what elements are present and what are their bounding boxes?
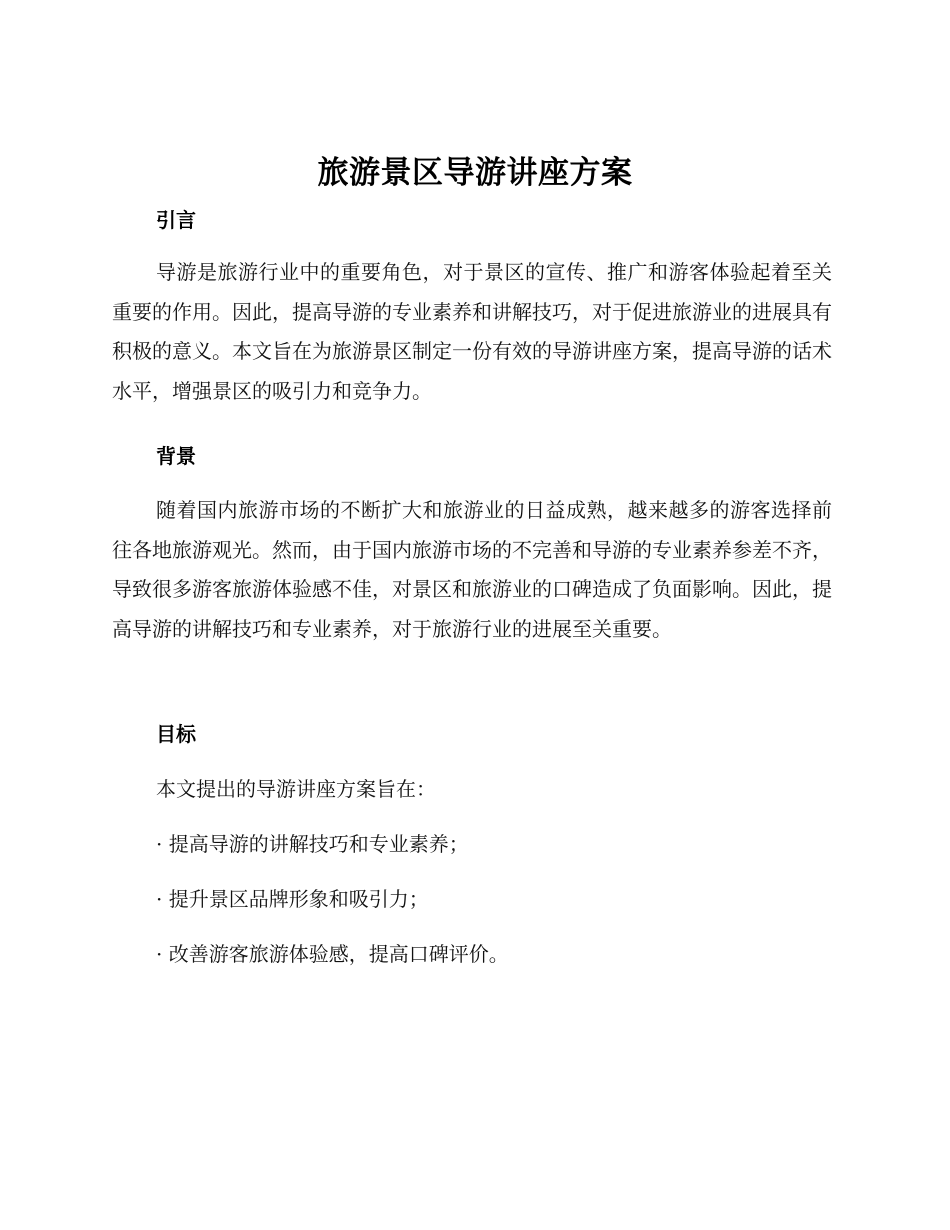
goals-list-item: · 改善游客旅游体验感，提高口碑评价。 (156, 942, 509, 966)
section-heading-intro: 引言 (156, 208, 196, 232)
document-title: 旅游景区导游讲座方案 (317, 155, 633, 191)
section-heading-goals: 目标 (156, 722, 196, 746)
section-paragraph-intro: 导游是旅游行业中的重要角色，对于景区的宣传、推广和游客体验起着至关重要的作用。因此，提高导游的专业素养和讲解技巧，对于促进旅游业的进展具有积极的意义。本文旨在为旅游景区制定一份有效的导游讲座方案，提高导游的话术水平，增强景区的吸引力和竞争力。 (112, 260, 832, 403)
goals-lead-text: 本文提出的导游讲座方案旨在： (156, 777, 436, 801)
section-paragraph-background: 随着国内旅游市场的不断扩大和旅游业的日益成熟，越来越多的游客选择前往各地旅游观光。然而，由于国内旅游市场的不完善和导游的专业素养参差不齐，导致很多游客旅游体验感不佳，对景区和旅游业的口碑造成了负面影响。因此，提高导游的讲解技巧和专业素养，对于旅游行业的进展至关重要。 (112, 498, 832, 641)
goals-list-item: · 提升景区品牌形象和吸引力； (156, 887, 429, 911)
section-heading-background: 背景 (156, 444, 196, 468)
goals-list-item: · 提高导游的讲解技巧和专业素养； (156, 832, 469, 856)
